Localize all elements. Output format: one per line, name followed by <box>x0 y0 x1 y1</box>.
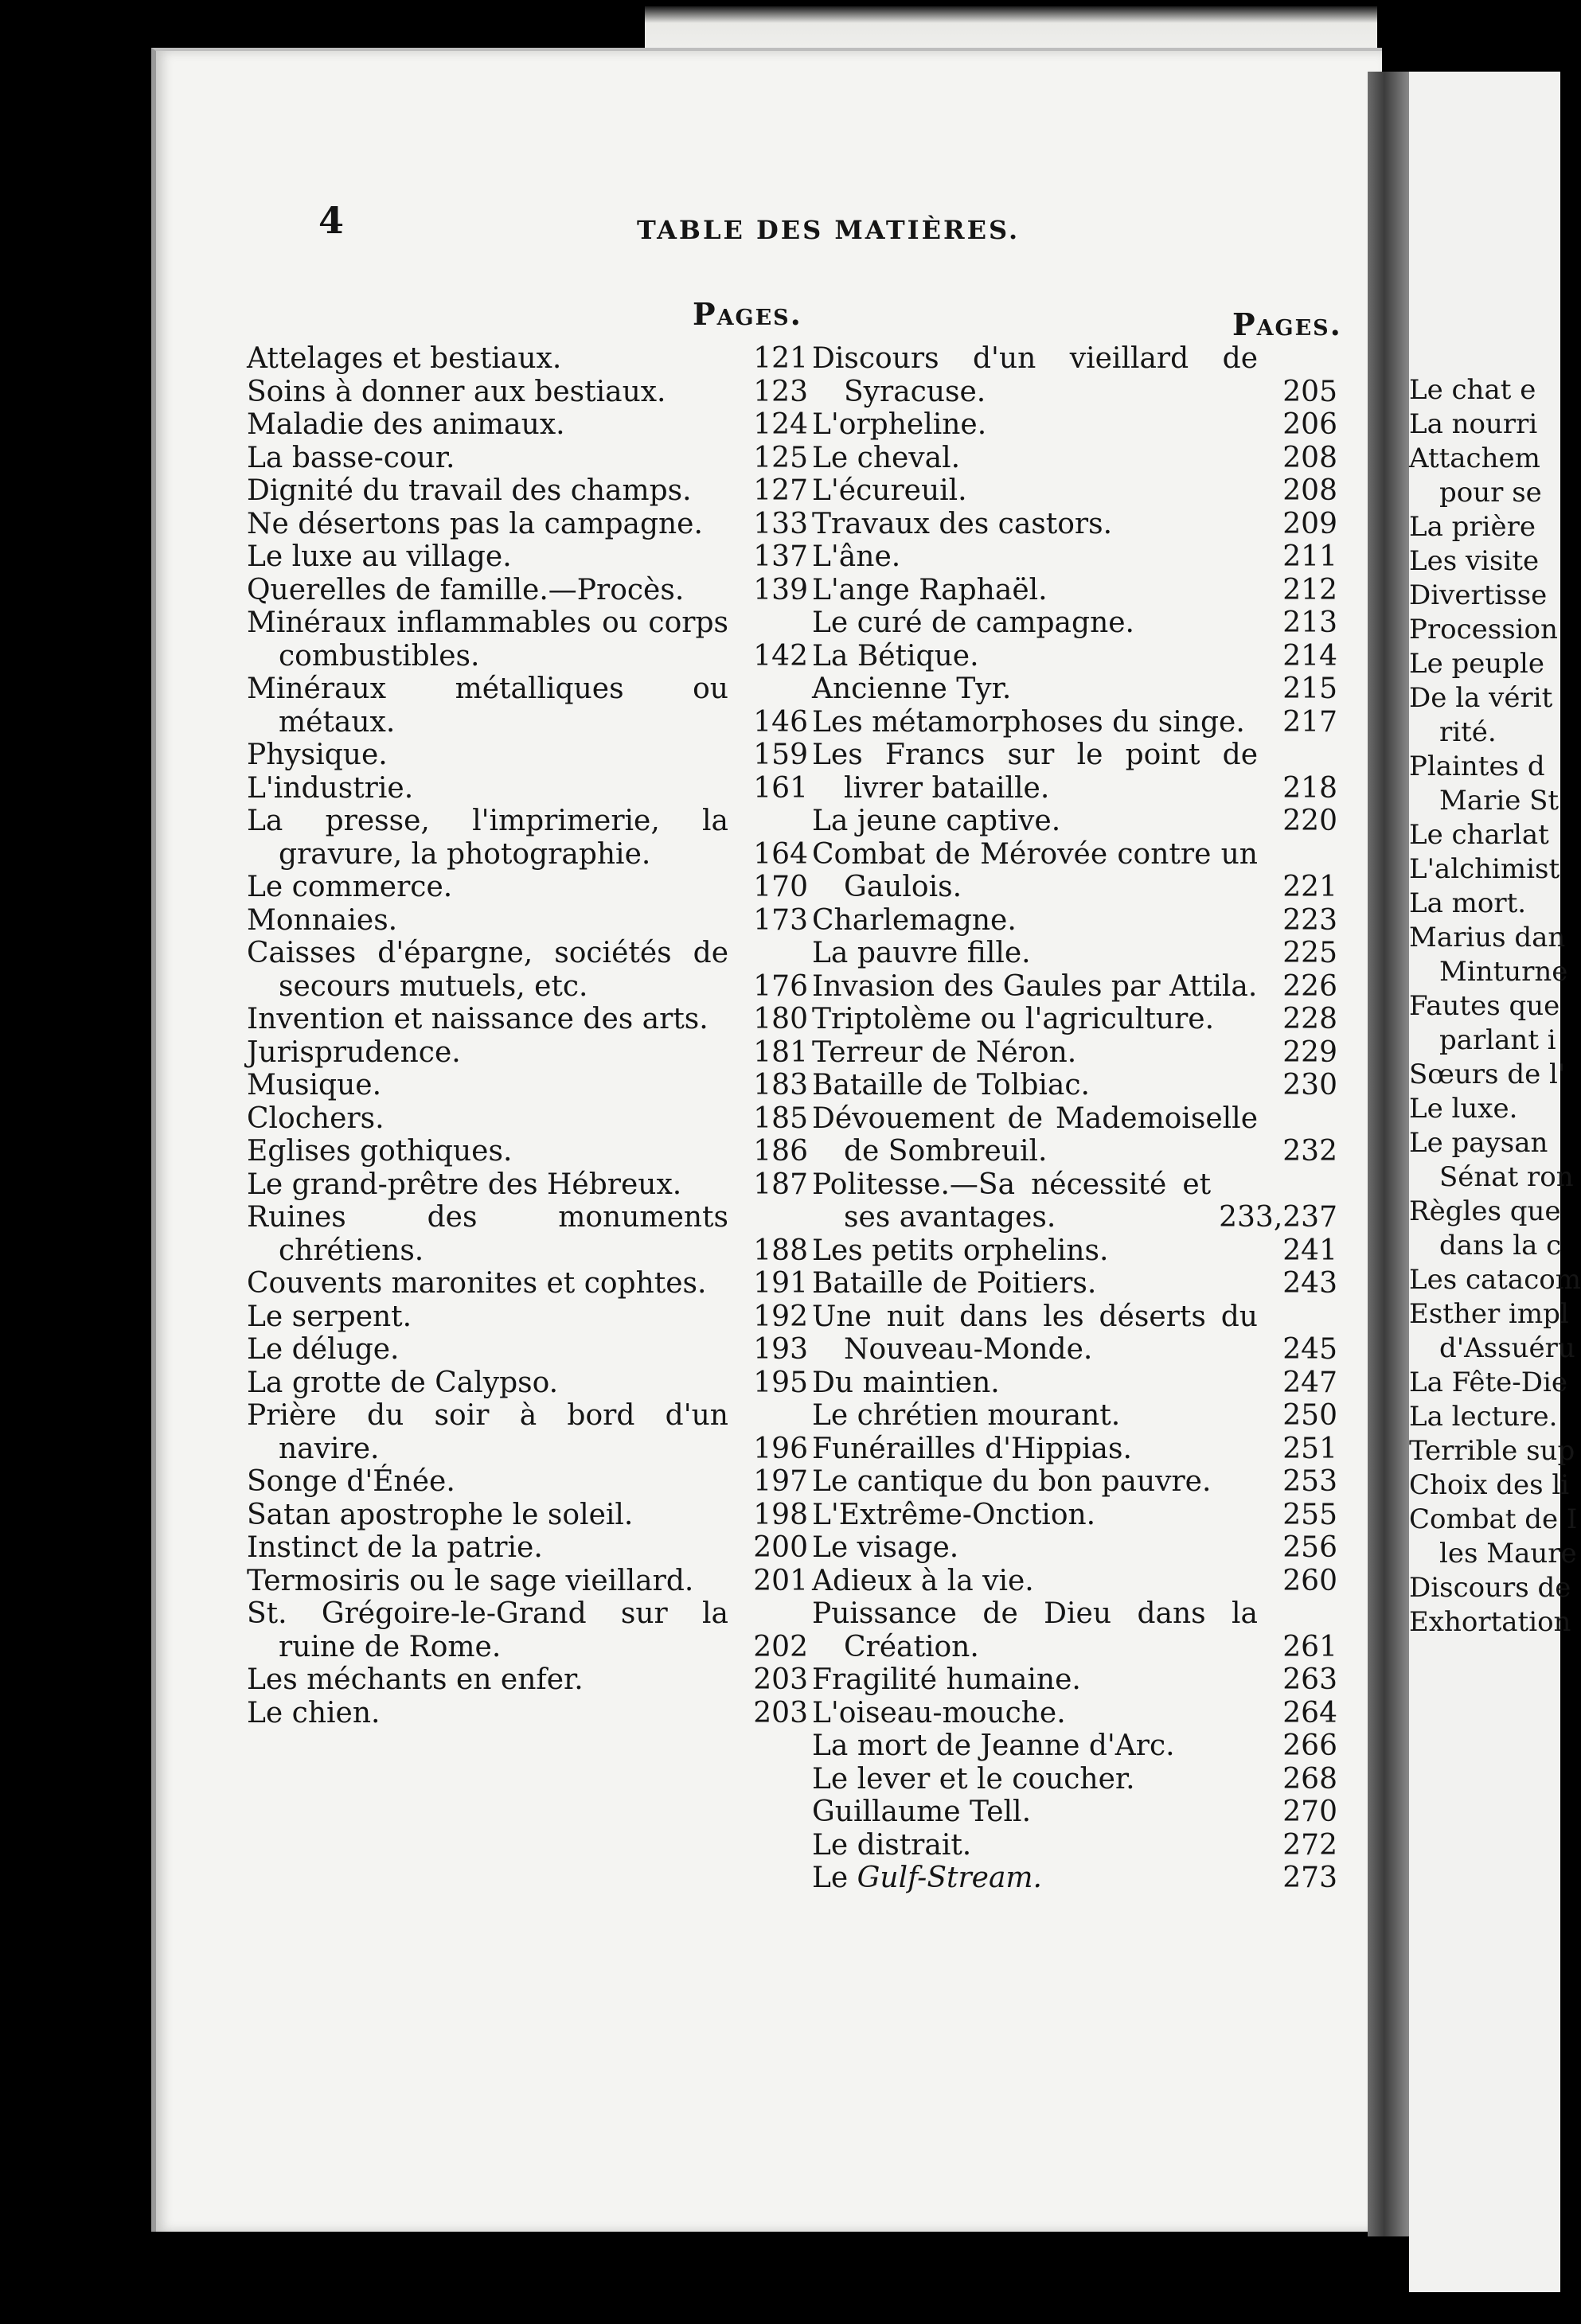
toc-entry <box>247 1333 808 1367</box>
toc-entry <box>247 1565 808 1598</box>
toc-entry-page-number: 226 <box>1282 969 1337 1003</box>
toc-entry-page-number: 125 <box>753 441 808 474</box>
adjacent-page-line: Les catacom <box>1409 1264 1581 1296</box>
running-title: TABLE DES MATIÈRES. <box>637 215 1021 245</box>
adjacent-page-line: Sœurs de l' <box>1409 1059 1566 1090</box>
toc-entry-title: Les métamorphoses du singe. <box>812 705 1245 739</box>
toc-entry-title: L'écureuil. <box>812 474 967 507</box>
adjacent-page-line: rité. <box>1439 716 1497 748</box>
toc-entry-title: L'Extrême-Onction. <box>812 1498 1096 1531</box>
toc-entry-title: Le luxe au village. <box>247 540 512 573</box>
toc-entry-page-number: 220 <box>1282 805 1337 837</box>
toc-entry-title: L'âne. <box>812 540 901 573</box>
toc-entry-title: Termosiris ou le sage vieillard. <box>247 1564 694 1597</box>
adjacent-page-line: Attachem <box>1409 443 1540 474</box>
adjacent-page-line: La prière <box>1409 511 1536 543</box>
toc-entry-page-number: 230 <box>1282 1069 1337 1102</box>
toc-entry-title: Le distrait. <box>812 1828 972 1862</box>
toc-entry-title: Le lever et le coucher. <box>812 1762 1135 1796</box>
toc-entry-title: Ruines des monuments chrétiens. <box>247 1201 728 1267</box>
toc-entry <box>812 937 1337 970</box>
toc-entry-title: Instinct de la patrie. <box>247 1531 543 1564</box>
toc-entry-page-number: 218 <box>1282 771 1337 805</box>
toc-entry <box>247 574 808 607</box>
toc-entry-page-number: 203 <box>753 1663 808 1696</box>
adjacent-page-line: L'alchimist <box>1409 853 1560 885</box>
toc-entry-title: Le grand-prêtre des Hébreux. <box>247 1168 682 1201</box>
toc-entry <box>247 1399 808 1465</box>
adjacent-page-line: Sénat ron <box>1439 1161 1574 1193</box>
toc-entry-page-number: 270 <box>1282 1796 1337 1828</box>
toc-entry-page-number: 228 <box>1282 1003 1337 1035</box>
toc-entry-title: Ne désertons pas la campagne. <box>247 507 703 540</box>
toc-entry <box>247 1069 808 1102</box>
toc-entry <box>812 673 1337 706</box>
toc-entry <box>247 1135 808 1168</box>
toc-entry-page-number: 185 <box>753 1102 808 1135</box>
toc-entry <box>247 606 808 673</box>
toc-entry-title: Adieux à la vie. <box>812 1564 1034 1597</box>
toc-entry-page-number: 266 <box>1282 1729 1337 1762</box>
toc-entry-page-number: 211 <box>1282 540 1337 573</box>
toc-entry <box>812 1862 1337 1895</box>
toc-entry-page-number: 208 <box>1282 474 1337 507</box>
adjacent-page-line: Les visite <box>1409 545 1540 577</box>
toc-entry-title: Le Gulf-Stream. <box>812 1862 1043 1894</box>
toc-entry-page-number: 202 <box>753 1630 808 1663</box>
toc-entry-title: Les petits orphelins. <box>812 1234 1109 1267</box>
toc-entry-page-number: 243 <box>1282 1267 1337 1300</box>
toc-entry <box>247 1531 808 1565</box>
adjacent-page-line: Le luxe. <box>1409 1093 1518 1125</box>
toc-entry-page-number: 197 <box>753 1465 808 1498</box>
toc-entry-page-number: 192 <box>753 1300 808 1333</box>
toc-entry-page-number: 203 <box>753 1696 808 1729</box>
toc-entry-title: Dévouement de Mademoiselle de Sombreuil. <box>812 1102 1258 1168</box>
right-toc-column <box>812 342 1337 1895</box>
toc-entry <box>247 474 808 508</box>
toc-entry-title: Jurisprudence. <box>247 1035 461 1069</box>
toc-entry-title: Clochers. <box>247 1102 385 1135</box>
toc-entry-page-number: 176 <box>753 969 808 1003</box>
adjacent-page-line: Le paysan <box>1409 1127 1548 1159</box>
toc-entry-page-number: 217 <box>1282 705 1337 739</box>
toc-entry <box>247 805 808 871</box>
toc-entry-page-number: 215 <box>1282 673 1337 705</box>
adjacent-page-line: Terrible sup <box>1409 1435 1575 1467</box>
toc-entry <box>812 574 1337 607</box>
toc-entry-title: Le serpent. <box>247 1300 412 1333</box>
toc-entry <box>812 838 1337 904</box>
toc-entry-title: Discours d'un vieillard de Syracuse. <box>812 342 1258 408</box>
toc-entry-page-number: 137 <box>753 540 808 573</box>
toc-entry-title: St. Grégoire-le-Grand sur la ruine de Rome. <box>247 1597 728 1663</box>
toc-entry-page-number: 127 <box>753 474 808 507</box>
left-toc-column <box>247 342 808 1729</box>
toc-entry <box>247 1597 808 1663</box>
toc-entry <box>812 474 1337 508</box>
toc-entry-title: Bataille de Tolbiac. <box>812 1069 1090 1102</box>
toc-entry-title: Prière du soir à bord d'un navire. <box>247 1399 728 1465</box>
toc-entry-page-number: 209 <box>1282 507 1337 540</box>
toc-entry-title: Soins à donner aux bestiaux. <box>247 375 666 408</box>
toc-entry-title: Les Francs sur le point de livrer bataille. <box>812 739 1258 805</box>
toc-entry <box>247 1267 808 1300</box>
toc-entry-page-number: 170 <box>753 871 808 903</box>
toc-entry <box>812 1036 1337 1070</box>
toc-entry-title: Le visage. <box>812 1531 959 1564</box>
toc-entry-title: Caisses d'épargne, sociétés de secours mutuels, etc. <box>247 937 728 1003</box>
toc-entry-title: Ancienne Tyr. <box>812 673 1012 705</box>
toc-entry-page-number: 123 <box>753 375 808 408</box>
toc-entry <box>812 1399 1337 1433</box>
toc-entry-title: Bataille de Poitiers. <box>812 1267 1097 1300</box>
toc-entry-page-number: 263 <box>1282 1663 1337 1696</box>
toc-entry <box>247 376 808 409</box>
toc-entry <box>247 408 808 442</box>
adjacent-page-line: Fautes que <box>1409 990 1560 1022</box>
toc-entry-title: Le curé de campagne. <box>812 606 1134 639</box>
toc-entry <box>247 739 808 772</box>
toc-entry <box>247 1102 808 1136</box>
toc-entry-page-number: 173 <box>753 903 808 937</box>
toc-entry-title: Eglises gothiques. <box>247 1135 513 1168</box>
toc-entry <box>247 540 808 574</box>
toc-entry-title: Physique. <box>247 739 388 771</box>
toc-entry-title: La presse, l'imprimerie, la gravure, la photographie. <box>247 805 728 871</box>
toc-entry <box>247 904 808 938</box>
toc-entry-page-number: 161 <box>753 771 808 805</box>
toc-entry <box>812 805 1337 838</box>
toc-entry <box>812 508 1337 541</box>
toc-entry-title-italic: Gulf-Stream. <box>857 1862 1043 1894</box>
adjacent-page-line: De la vérit <box>1409 682 1553 714</box>
toc-entry <box>812 442 1337 475</box>
adjacent-page-line: Le peuple <box>1409 648 1545 680</box>
toc-entry <box>812 1168 1337 1234</box>
adjacent-page-line: d'Assuéru <box>1439 1332 1575 1364</box>
toc-entry-title: Minéraux métalliques ou métaux. <box>247 673 728 739</box>
toc-entry-page-number: 181 <box>753 1035 808 1069</box>
toc-entry <box>812 1499 1337 1532</box>
toc-entry <box>812 1433 1337 1466</box>
toc-entry-title: Combat de Mérovée contre un Gaulois. <box>812 837 1258 903</box>
toc-entry-page-number: 133 <box>753 507 808 540</box>
toc-entry-title: Songe d'Énée. <box>247 1465 455 1498</box>
toc-entry-page-number: 261 <box>1282 1630 1337 1663</box>
toc-entry <box>812 1796 1337 1829</box>
toc-entry-page-number: 225 <box>1282 937 1337 969</box>
toc-entry-page-number: 241 <box>1282 1234 1337 1267</box>
toc-entry-title: Attelages et bestiaux. <box>247 342 562 375</box>
toc-entry <box>247 1465 808 1499</box>
toc-entry <box>812 342 1337 408</box>
toc-entry-title: Querelles de famille.—Procès. <box>247 573 685 606</box>
toc-entry <box>247 937 808 1003</box>
toc-entry-title: Maladie des animaux. <box>247 408 565 441</box>
adjacent-page-line: Exhortation <box>1409 1606 1571 1638</box>
toc-entry-page-number: 121 <box>753 342 808 375</box>
toc-entry-page-number: 256 <box>1282 1531 1337 1564</box>
toc-entry-page-number: 139 <box>753 573 808 606</box>
toc-entry <box>812 640 1337 673</box>
toc-entry-page-number: 255 <box>1282 1498 1337 1531</box>
adjacent-page-line: parlant i <box>1439 1024 1556 1056</box>
toc-entry-page-number: 212 <box>1282 573 1337 606</box>
toc-entry-title: Terreur de Néron. <box>812 1035 1077 1069</box>
toc-entry-title: Fragilité humaine. <box>812 1663 1081 1696</box>
toc-entry <box>812 706 1337 739</box>
toc-entry-title: Le chrétien mourant. <box>812 1399 1121 1432</box>
toc-entry <box>247 1003 808 1036</box>
adjacent-page-line: La lecture. <box>1409 1401 1558 1433</box>
adjacent-page-line: Discours de <box>1409 1572 1571 1604</box>
toc-entry-title: L'oiseau-mouche. <box>812 1696 1066 1729</box>
left-pages-header: Pages. <box>693 296 802 332</box>
toc-entry-page-number: 164 <box>753 837 808 871</box>
toc-entry-title: Le cheval. <box>812 441 961 474</box>
toc-entry-title: Une nuit dans les déserts du Nouveau-Monde. <box>812 1300 1258 1366</box>
book-spine <box>1368 72 1409 2236</box>
toc-entry-page-number: 233,237 <box>1219 1201 1337 1234</box>
toc-entry-page-number: 186 <box>753 1135 808 1168</box>
toc-entry <box>812 606 1337 640</box>
toc-entry-page-number: 253 <box>1282 1465 1337 1498</box>
toc-entry-title: Minéraux inflammables ou corps combustibles. <box>247 606 728 673</box>
toc-entry <box>812 1565 1337 1598</box>
toc-entry <box>247 1499 808 1532</box>
toc-entry-page-number: 229 <box>1282 1035 1337 1069</box>
toc-entry-page-number: 214 <box>1282 639 1337 673</box>
toc-entry-page-number: 201 <box>753 1564 808 1597</box>
toc-entry <box>812 1234 1337 1268</box>
toc-entry-page-number: 206 <box>1282 408 1337 441</box>
toc-entry-title: L'industrie. <box>247 771 414 805</box>
toc-entry-page-number: 180 <box>753 1003 808 1035</box>
adjacent-page-line: La nourri <box>1409 408 1538 440</box>
adjacent-page-line: Marius dan <box>1409 922 1566 953</box>
toc-entry-page-number: 208 <box>1282 441 1337 474</box>
toc-entry-title: La basse-cour. <box>247 441 455 474</box>
toc-entry <box>247 772 808 805</box>
adjacent-page-line: dans la c <box>1439 1230 1562 1261</box>
right-pages-header: Pages. <box>1232 306 1342 342</box>
toc-entry-page-number: 142 <box>753 639 808 673</box>
adjacent-page-line: les Maure <box>1439 1538 1577 1569</box>
toc-entry-title: Les méchants en enfer. <box>247 1663 584 1696</box>
toc-entry <box>812 1102 1337 1168</box>
toc-entry-title: Guillaume Tell. <box>812 1796 1032 1828</box>
toc-entry-page-number: 198 <box>753 1498 808 1531</box>
toc-entry-page-number: 213 <box>1282 606 1337 639</box>
adjacent-page-line: Règles que <box>1409 1195 1561 1227</box>
toc-entry-page-number: 251 <box>1282 1432 1337 1465</box>
toc-entry <box>812 1663 1337 1697</box>
toc-entry-title: Monnaies. <box>247 903 398 937</box>
toc-entry-page-number: 273 <box>1282 1862 1337 1894</box>
toc-entry-page-number: 195 <box>753 1366 808 1399</box>
toc-entry <box>247 1036 808 1070</box>
toc-entry-page-number: 250 <box>1282 1399 1337 1432</box>
toc-entry <box>812 1597 1337 1663</box>
toc-entry-page-number: 188 <box>753 1234 808 1267</box>
adjacent-page-fragment <box>1409 72 1581 2292</box>
toc-entry-title: Charlemagne. <box>812 903 1017 937</box>
toc-entry-title: Le chien. <box>247 1696 381 1729</box>
toc-entry-title: Dignité du travail des champs. <box>247 474 692 507</box>
toc-entry-page-number: 221 <box>1282 871 1337 903</box>
adjacent-page-line: Minturne <box>1439 956 1568 988</box>
toc-entry-title: Invention et naissance des arts. <box>247 1003 709 1035</box>
adjacent-page-line: Le charlat <box>1409 819 1549 851</box>
toc-entry-page-number: 193 <box>753 1333 808 1366</box>
toc-entry-title: Le commerce. <box>247 871 453 903</box>
toc-entry <box>812 739 1337 805</box>
toc-entry-title: Le cantique du bon pauvre. <box>812 1465 1212 1498</box>
toc-entry <box>812 1003 1337 1036</box>
toc-entry <box>247 1367 808 1400</box>
toc-entry-page-number: 223 <box>1282 903 1337 937</box>
toc-entry-title: La grotte de Calypso. <box>247 1366 559 1399</box>
toc-entry-title: La pauvre fille. <box>812 937 1031 969</box>
toc-entry <box>247 1697 808 1730</box>
adjacent-page-line: Le chat e <box>1409 374 1536 406</box>
toc-entry <box>812 970 1337 1004</box>
toc-entry <box>247 442 808 475</box>
toc-entry-page-number: 205 <box>1282 375 1337 408</box>
toc-entry-page-number: 200 <box>753 1531 808 1564</box>
toc-entry-title: Invasion des Gaules par Attila. <box>812 969 1258 1003</box>
toc-entry-title: La mort de Jeanne d'Arc. <box>812 1729 1175 1762</box>
toc-entry-title: L'ange Raphaël. <box>812 573 1048 606</box>
adjacent-page-line: pour se <box>1439 477 1542 509</box>
toc-entry-title: Politesse.—Sa nécessité et ses avantages. <box>812 1168 1212 1234</box>
toc-entry <box>812 1829 1337 1862</box>
toc-entry-title: Du maintien. <box>812 1366 1000 1399</box>
toc-entry <box>247 342 808 376</box>
adjacent-page-line: Esther impl <box>1409 1298 1569 1330</box>
adjacent-page-line: La Fête-Die <box>1409 1367 1568 1398</box>
toc-entry-title: Triptolème ou l'agriculture. <box>812 1003 1215 1035</box>
toc-entry <box>812 1300 1337 1367</box>
toc-entry <box>247 871 808 904</box>
adjacent-page-line: Marie St <box>1439 785 1560 817</box>
toc-entry-title: Funérailles d'Hippias. <box>812 1432 1132 1465</box>
toc-entry <box>812 1697 1337 1730</box>
toc-entry-page-number: 264 <box>1282 1696 1337 1729</box>
toc-entry <box>812 1531 1337 1565</box>
toc-entry <box>812 1763 1337 1796</box>
toc-entry-page-number: 191 <box>753 1267 808 1300</box>
toc-entry-page-number: 146 <box>753 705 808 739</box>
toc-entry-title: Musique. <box>247 1069 382 1102</box>
toc-entry-page-number: 245 <box>1282 1333 1337 1366</box>
page-number: 4 <box>318 199 345 242</box>
toc-entry-page-number: 272 <box>1282 1828 1337 1862</box>
toc-entry-title: Couvents maronites et cophtes. <box>247 1267 707 1300</box>
toc-entry-title: L'orpheline. <box>812 408 987 441</box>
toc-entry-page-number: 124 <box>753 408 808 441</box>
toc-entry-title: La jeune captive. <box>812 805 1061 837</box>
toc-entry-page-number: 183 <box>753 1069 808 1102</box>
toc-entry <box>812 1367 1337 1400</box>
toc-entry-page-number: 232 <box>1282 1135 1337 1168</box>
toc-entry <box>247 1300 808 1334</box>
toc-entry <box>812 1465 1337 1499</box>
toc-entry <box>812 540 1337 574</box>
adjacent-page-line: Combat de I <box>1409 1503 1578 1535</box>
toc-entry <box>812 1729 1337 1763</box>
toc-entry-page-number: 260 <box>1282 1564 1337 1597</box>
toc-entry <box>247 673 808 739</box>
toc-entry <box>812 1267 1337 1300</box>
toc-entry-title: Travaux des castors. <box>812 507 1113 540</box>
toc-entry-title: Satan apostrophe le soleil. <box>247 1498 634 1531</box>
adjacent-page-line: La mort. <box>1409 887 1527 919</box>
toc-entry-page-number: 196 <box>753 1432 808 1465</box>
toc-entry <box>247 1663 808 1697</box>
toc-entry <box>247 1168 808 1202</box>
adjacent-page-line: Plaintes d <box>1409 751 1545 782</box>
toc-entry-page-number: 187 <box>753 1168 808 1201</box>
toc-entry-title: Puissance de Dieu dans la Création. <box>812 1597 1258 1663</box>
toc-entry <box>812 904 1337 938</box>
toc-entry-page-number: 159 <box>753 739 808 771</box>
toc-entry <box>247 1201 808 1267</box>
toc-entry <box>812 408 1337 442</box>
adjacent-page-line: Procession <box>1409 614 1558 645</box>
toc-entry <box>812 1069 1337 1102</box>
toc-entry <box>247 508 808 541</box>
adjacent-page-line: Divertisse <box>1409 579 1548 611</box>
toc-entry-title: Le déluge. <box>247 1333 400 1366</box>
toc-entry-page-number: 268 <box>1282 1762 1337 1796</box>
toc-entry-title: La Bétique. <box>812 639 979 673</box>
toc-entry-page-number: 247 <box>1282 1366 1337 1399</box>
adjacent-page-line: Choix des li <box>1409 1469 1570 1501</box>
